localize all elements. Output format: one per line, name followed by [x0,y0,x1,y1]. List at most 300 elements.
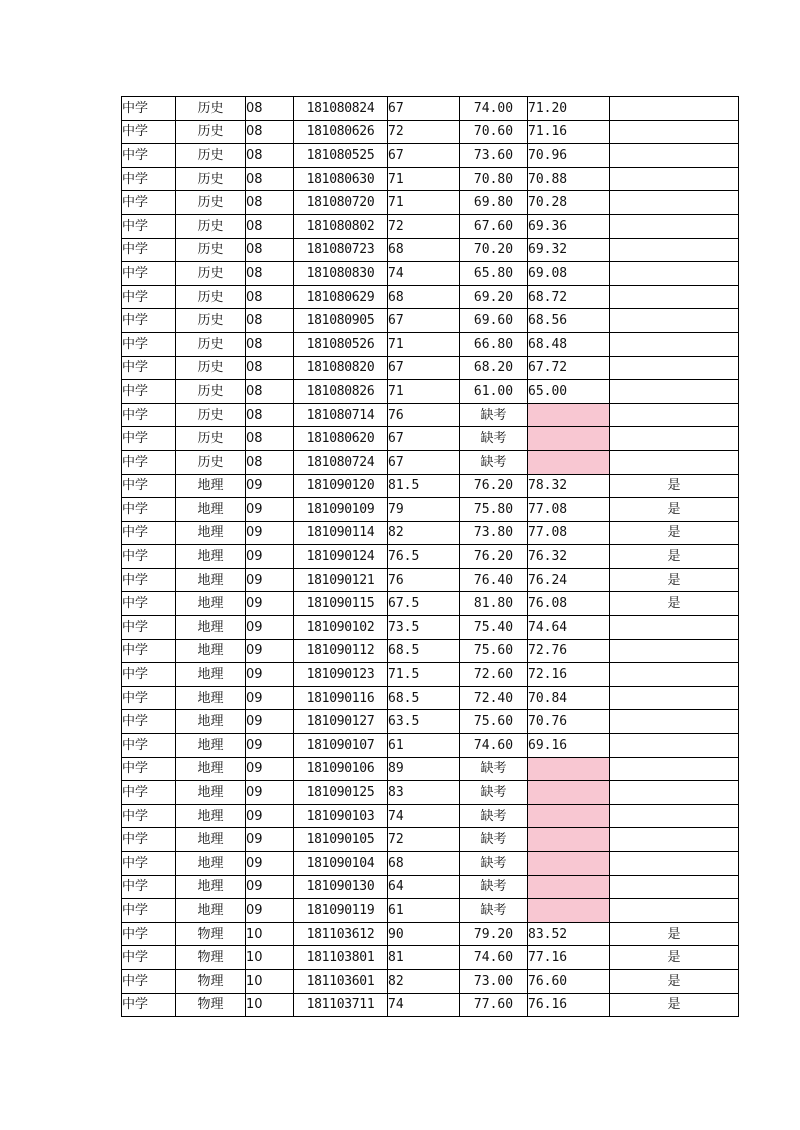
school-level-cell: 中学 [122,757,176,781]
subject-cell: 历史 [176,191,246,215]
candidate-id-cell: 181103711 [294,993,388,1017]
interview-score-cell: 76.20 [460,545,528,569]
physical-exam-flag-cell: 是 [610,592,739,616]
subject-code-cell: 08 [246,120,294,144]
written-score-cell: 74 [388,804,460,828]
physical-exam-flag-cell [610,356,739,380]
total-score-cell [528,828,610,852]
subject-cell: 地理 [176,498,246,522]
subject-code-cell: 09 [246,545,294,569]
table-row [122,309,739,333]
written-score-cell: 71 [388,191,460,215]
candidate-id-cell: 181090130 [294,875,388,899]
written-score-cell: 67 [388,144,460,168]
subject-code-cell: 10 [246,946,294,970]
school-level-cell: 中学 [122,969,176,993]
interview-score-cell: 缺考 [460,403,528,427]
subject-code-cell: 09 [246,474,294,498]
interview-score-cell: 缺考 [460,875,528,899]
candidate-id-cell: 181090120 [294,474,388,498]
school-level-cell: 中学 [122,498,176,522]
candidate-id-cell: 181080629 [294,285,388,309]
total-score-cell [528,899,610,923]
interview-score-cell: 74.60 [460,734,528,758]
physical-exam-flag-cell [610,828,739,852]
table-row [122,191,739,215]
subject-cell: 历史 [176,144,246,168]
interview-score-cell: 68.20 [460,356,528,380]
school-level-cell: 中学 [122,804,176,828]
school-level-cell: 中学 [122,686,176,710]
physical-exam-flag-cell [610,191,739,215]
table-row [122,663,739,687]
candidate-id-cell: 181103801 [294,946,388,970]
written-score-cell: 67 [388,309,460,333]
interview-score-cell: 75.80 [460,498,528,522]
total-score-cell [528,450,610,474]
table-row [122,356,739,380]
physical-exam-flag-cell: 是 [610,946,739,970]
physical-exam-flag-cell: 是 [610,474,739,498]
physical-exam-flag-cell [610,663,739,687]
interview-score-cell: 74.00 [460,97,528,121]
physical-exam-flag-cell [610,285,739,309]
table-row [122,781,739,805]
written-score-cell: 68 [388,285,460,309]
subject-cell: 地理 [176,639,246,663]
school-level-cell: 中学 [122,97,176,121]
table-row [122,167,739,191]
subject-code-cell: 09 [246,828,294,852]
subject-cell: 物理 [176,969,246,993]
written-score-cell: 67 [388,356,460,380]
interview-score-cell: 70.20 [460,238,528,262]
physical-exam-flag-cell [610,804,739,828]
subject-cell: 物理 [176,922,246,946]
written-score-cell: 73.5 [388,616,460,640]
table-row [122,262,739,286]
table-row [122,757,739,781]
total-score-cell: 76.16 [528,993,610,1017]
school-level-cell: 中学 [122,922,176,946]
total-score-cell: 77.08 [528,521,610,545]
written-score-cell: 82 [388,969,460,993]
subject-code-cell: 09 [246,616,294,640]
subject-cell: 地理 [176,663,246,687]
score-sheet [121,96,738,1017]
written-score-cell: 81.5 [388,474,460,498]
school-level-cell: 中学 [122,828,176,852]
school-level-cell: 中学 [122,993,176,1017]
physical-exam-flag-cell [610,875,739,899]
total-score-cell: 69.08 [528,262,610,286]
candidate-id-cell: 181080905 [294,309,388,333]
school-level-cell: 中学 [122,214,176,238]
written-score-cell: 68 [388,852,460,876]
interview-score-cell: 75.60 [460,639,528,663]
subject-cell: 历史 [176,97,246,121]
school-level-cell: 中学 [122,285,176,309]
subject-cell: 历史 [176,214,246,238]
written-score-cell: 67.5 [388,592,460,616]
candidate-id-cell: 181103601 [294,969,388,993]
subject-code-cell: 10 [246,993,294,1017]
subject-cell: 历史 [176,356,246,380]
written-score-cell: 67 [388,427,460,451]
table-row [122,97,739,121]
subject-code-cell: 09 [246,592,294,616]
school-level-cell: 中学 [122,167,176,191]
school-level-cell: 中学 [122,191,176,215]
subject-cell: 历史 [176,238,246,262]
subject-code-cell: 09 [246,899,294,923]
interview-score-cell: 缺考 [460,899,528,923]
physical-exam-flag-cell [610,144,739,168]
interview-score-cell: 72.40 [460,686,528,710]
table-row [122,734,739,758]
table-row [122,568,739,592]
subject-cell: 地理 [176,757,246,781]
interview-score-cell: 72.60 [460,663,528,687]
physical-exam-flag-cell [610,734,739,758]
subject-code-cell: 09 [246,852,294,876]
table-row [122,238,739,262]
physical-exam-flag-cell [610,781,739,805]
table-row [122,521,739,545]
candidate-id-cell: 181080824 [294,97,388,121]
table-row [122,144,739,168]
subject-cell: 历史 [176,380,246,404]
table-row [122,616,739,640]
physical-exam-flag-cell [610,710,739,734]
subject-code-cell: 08 [246,167,294,191]
subject-code-cell: 09 [246,663,294,687]
school-level-cell: 中学 [122,710,176,734]
written-score-cell: 61 [388,899,460,923]
written-score-cell: 76 [388,568,460,592]
table-row [122,993,739,1017]
subject-code-cell: 08 [246,262,294,286]
total-score-cell [528,427,610,451]
total-score-cell: 70.96 [528,144,610,168]
written-score-cell: 90 [388,922,460,946]
table-row [122,710,739,734]
subject-cell: 地理 [176,474,246,498]
subject-cell: 物理 [176,993,246,1017]
written-score-cell: 67 [388,450,460,474]
subject-cell: 地理 [176,686,246,710]
written-score-cell: 67 [388,97,460,121]
candidate-id-cell: 181090123 [294,663,388,687]
written-score-cell: 89 [388,757,460,781]
interview-score-cell: 77.60 [460,993,528,1017]
physical-exam-flag-cell [610,309,739,333]
total-score-cell: 76.60 [528,969,610,993]
subject-cell: 地理 [176,545,246,569]
physical-exam-flag-cell [610,450,739,474]
subject-cell: 地理 [176,781,246,805]
physical-exam-flag-cell [610,686,739,710]
subject-code-cell: 08 [246,450,294,474]
subject-code-cell: 09 [246,734,294,758]
subject-cell: 地理 [176,592,246,616]
total-score-cell: 68.72 [528,285,610,309]
table-row [122,545,739,569]
physical-exam-flag-cell: 是 [610,969,739,993]
school-level-cell: 中学 [122,474,176,498]
school-level-cell: 中学 [122,852,176,876]
subject-code-cell: 08 [246,144,294,168]
subject-code-cell: 08 [246,356,294,380]
total-score-cell: 71.16 [528,120,610,144]
total-score-cell: 74.64 [528,616,610,640]
subject-code-cell: 08 [246,380,294,404]
total-score-cell: 77.16 [528,946,610,970]
subject-cell: 历史 [176,332,246,356]
candidate-id-cell: 181090121 [294,568,388,592]
candidate-id-cell: 181090116 [294,686,388,710]
written-score-cell: 72 [388,828,460,852]
candidate-id-cell: 181090107 [294,734,388,758]
subject-cell: 历史 [176,309,246,333]
written-score-cell: 82 [388,521,460,545]
interview-score-cell: 缺考 [460,852,528,876]
subject-cell: 地理 [176,899,246,923]
physical-exam-flag-cell [610,214,739,238]
written-score-cell: 72 [388,120,460,144]
school-level-cell: 中学 [122,309,176,333]
school-level-cell: 中学 [122,144,176,168]
interview-score-cell: 76.40 [460,568,528,592]
physical-exam-flag-cell: 是 [610,521,739,545]
written-score-cell: 71.5 [388,663,460,687]
written-score-cell: 76 [388,403,460,427]
subject-code-cell: 08 [246,403,294,427]
candidate-id-cell: 181090115 [294,592,388,616]
subject-cell: 地理 [176,521,246,545]
school-level-cell: 中学 [122,592,176,616]
subject-code-cell: 09 [246,498,294,522]
subject-cell: 历史 [176,262,246,286]
physical-exam-flag-cell [610,639,739,663]
candidate-id-cell: 181080626 [294,120,388,144]
subject-cell: 地理 [176,710,246,734]
school-level-cell: 中学 [122,663,176,687]
subject-code-cell: 08 [246,191,294,215]
table-row [122,332,739,356]
candidate-id-cell: 181090114 [294,521,388,545]
candidate-id-cell: 181080714 [294,403,388,427]
interview-score-cell: 69.80 [460,191,528,215]
school-level-cell: 中学 [122,639,176,663]
candidate-id-cell: 181080526 [294,332,388,356]
subject-code-cell: 10 [246,922,294,946]
interview-score-cell: 74.60 [460,946,528,970]
subject-cell: 历史 [176,450,246,474]
candidate-id-cell: 181080630 [294,167,388,191]
table-row [122,498,739,522]
interview-score-cell: 76.20 [460,474,528,498]
total-score-cell: 70.28 [528,191,610,215]
subject-code-cell: 09 [246,875,294,899]
physical-exam-flag-cell: 是 [610,922,739,946]
interview-score-cell: 61.00 [460,380,528,404]
total-score-cell [528,875,610,899]
table-row [122,285,739,309]
total-score-cell: 68.56 [528,309,610,333]
total-score-cell: 77.08 [528,498,610,522]
physical-exam-flag-cell [610,616,739,640]
total-score-cell: 69.16 [528,734,610,758]
candidate-id-cell: 181080826 [294,380,388,404]
physical-exam-flag-cell [610,167,739,191]
table-row [122,686,739,710]
candidate-id-cell: 181080802 [294,214,388,238]
school-level-cell: 中学 [122,545,176,569]
interview-score-cell: 65.80 [460,262,528,286]
subject-cell: 地理 [176,734,246,758]
total-score-cell: 67.72 [528,356,610,380]
physical-exam-flag-cell [610,403,739,427]
written-score-cell: 74 [388,262,460,286]
school-level-cell: 中学 [122,380,176,404]
school-level-cell: 中学 [122,899,176,923]
written-score-cell: 79 [388,498,460,522]
candidate-id-cell: 181090125 [294,781,388,805]
total-score-cell: 70.76 [528,710,610,734]
interview-score-cell: 缺考 [460,757,528,781]
subject-code-cell: 08 [246,427,294,451]
subject-cell: 地理 [176,804,246,828]
school-level-cell: 中学 [122,403,176,427]
school-level-cell: 中学 [122,262,176,286]
physical-exam-flag-cell: 是 [610,568,739,592]
written-score-cell: 68.5 [388,639,460,663]
school-level-cell: 中学 [122,734,176,758]
total-score-cell: 70.84 [528,686,610,710]
subject-cell: 地理 [176,568,246,592]
interview-score-cell: 70.60 [460,120,528,144]
subject-code-cell: 09 [246,686,294,710]
physical-exam-flag-cell: 是 [610,498,739,522]
physical-exam-flag-cell [610,262,739,286]
subject-code-cell: 09 [246,804,294,828]
subject-cell: 地理 [176,875,246,899]
candidate-id-cell: 181080724 [294,450,388,474]
subject-code-cell: 10 [246,969,294,993]
school-level-cell: 中学 [122,120,176,144]
candidate-id-cell: 181090106 [294,757,388,781]
candidate-id-cell: 181090105 [294,828,388,852]
written-score-cell: 64 [388,875,460,899]
table-row [122,875,739,899]
physical-exam-flag-cell [610,852,739,876]
total-score-cell: 72.16 [528,663,610,687]
subject-cell: 地理 [176,828,246,852]
candidate-id-cell: 181080720 [294,191,388,215]
subject-code-cell: 09 [246,710,294,734]
total-score-cell: 76.24 [528,568,610,592]
subject-code-cell: 09 [246,639,294,663]
written-score-cell: 63.5 [388,710,460,734]
candidate-id-cell: 181080620 [294,427,388,451]
subject-code-cell: 09 [246,521,294,545]
school-level-cell: 中学 [122,875,176,899]
interview-score-cell: 69.60 [460,309,528,333]
school-level-cell: 中学 [122,946,176,970]
subject-code-cell: 08 [246,285,294,309]
total-score-cell: 69.36 [528,214,610,238]
total-score-cell: 71.20 [528,97,610,121]
total-score-cell: 78.32 [528,474,610,498]
written-score-cell: 81 [388,946,460,970]
table-row [122,380,739,404]
interview-score-cell: 66.80 [460,332,528,356]
table-row [122,899,739,923]
table-row [122,474,739,498]
subject-code-cell: 09 [246,757,294,781]
subject-code-cell: 09 [246,568,294,592]
table-row [122,828,739,852]
school-level-cell: 中学 [122,781,176,805]
subject-cell: 历史 [176,285,246,309]
physical-exam-flag-cell [610,120,739,144]
subject-code-cell: 09 [246,781,294,805]
interview-score-cell: 73.00 [460,969,528,993]
written-score-cell: 68 [388,238,460,262]
table-row [122,403,739,427]
school-level-cell: 中学 [122,332,176,356]
total-score-cell [528,852,610,876]
table-row [122,922,739,946]
physical-exam-flag-cell [610,332,739,356]
written-score-cell: 74 [388,993,460,1017]
total-score-cell: 83.52 [528,922,610,946]
score-table [121,96,739,1017]
table-row [122,946,739,970]
school-level-cell: 中学 [122,238,176,262]
interview-score-cell: 75.60 [460,710,528,734]
interview-score-cell: 75.40 [460,616,528,640]
candidate-id-cell: 181090104 [294,852,388,876]
subject-code-cell: 08 [246,238,294,262]
table-row [122,450,739,474]
candidate-id-cell: 181103612 [294,922,388,946]
written-score-cell: 71 [388,332,460,356]
interview-score-cell: 81.80 [460,592,528,616]
candidate-id-cell: 181090102 [294,616,388,640]
written-score-cell: 61 [388,734,460,758]
candidate-id-cell: 181080723 [294,238,388,262]
total-score-cell: 65.00 [528,380,610,404]
total-score-cell [528,757,610,781]
interview-score-cell: 67.60 [460,214,528,238]
table-row [122,427,739,451]
interview-score-cell: 69.20 [460,285,528,309]
interview-score-cell: 缺考 [460,804,528,828]
subject-cell: 历史 [176,403,246,427]
school-level-cell: 中学 [122,356,176,380]
written-score-cell: 72 [388,214,460,238]
candidate-id-cell: 181090124 [294,545,388,569]
total-score-cell: 70.88 [528,167,610,191]
school-level-cell: 中学 [122,521,176,545]
physical-exam-flag-cell [610,757,739,781]
total-score-cell [528,403,610,427]
interview-score-cell: 73.60 [460,144,528,168]
subject-code-cell: 08 [246,309,294,333]
interview-score-cell: 73.80 [460,521,528,545]
